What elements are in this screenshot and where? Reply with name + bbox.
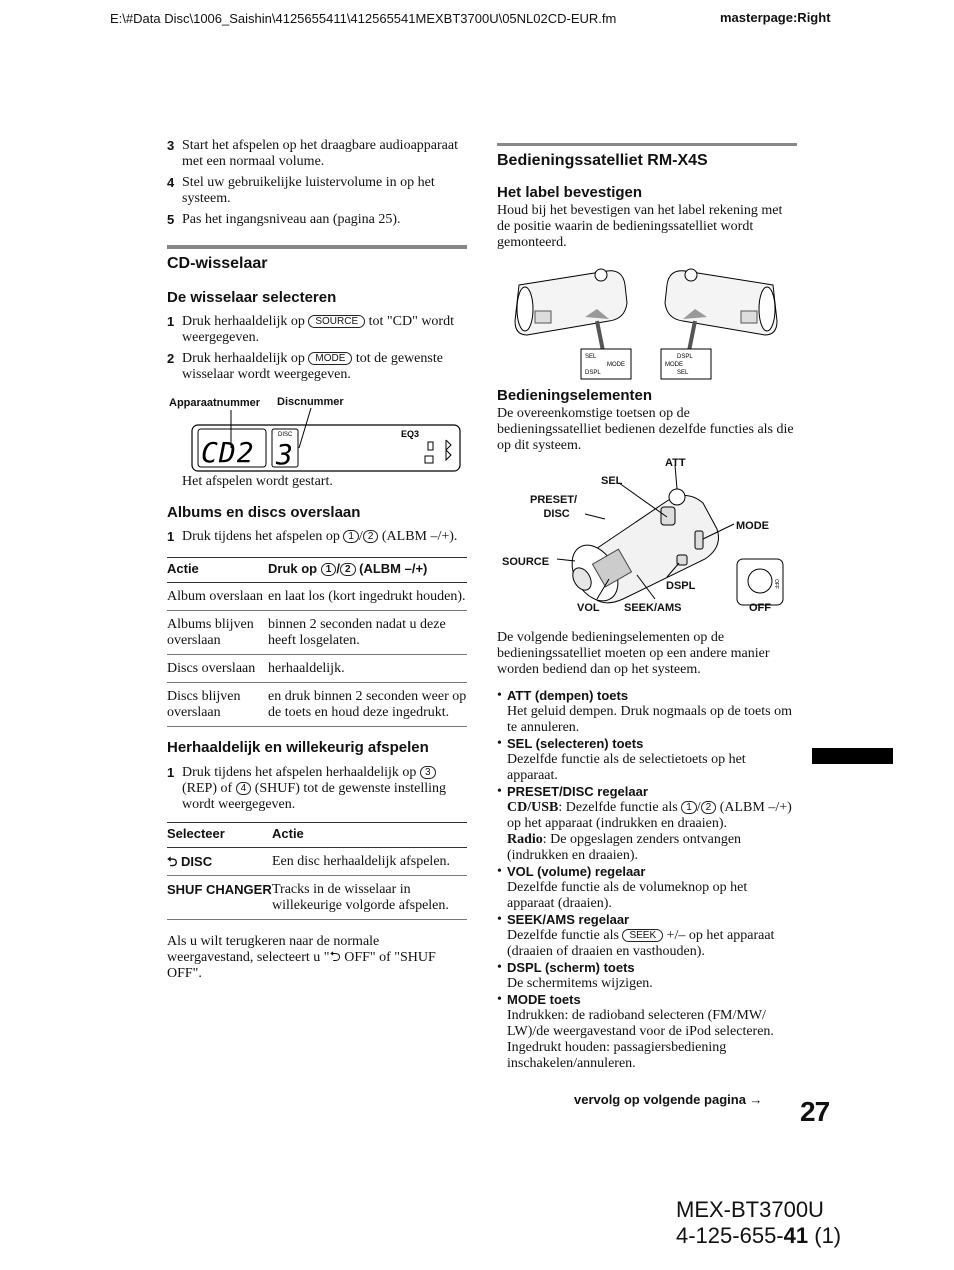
list-item: • PRESET/DISC regelaar [497,784,648,799]
seek-key: SEEK [622,929,663,942]
repeat-note: Als u wilt terugkeren naar de normale weergavestand, selecteert u "⮌ OFF" of "SHUF OFF". [167,934,436,981]
continue-note: vervolg op volgende pagina → [574,1092,763,1107]
step-4: 4 Stel uw gebruikelijke luistervolume in op het systeem. [167,175,435,206]
fig-label-mode: MODE [736,520,769,532]
subtitle-skip: Albums en discs overslaan [167,504,361,521]
remote-controls-illustration [497,459,797,621]
section-title-remote: Bedieningssatelliet RM-X4S [497,152,708,169]
source-key: SOURCE [308,315,365,328]
key-1: 1 [343,530,359,543]
right-column [497,138,797,1072]
fig-label-seek-ams: SEEK/AMS [624,602,682,614]
svg-text:MODE: MODE [665,362,683,368]
fig-label-sel: SEL [601,475,623,487]
left-column [167,138,467,982]
table-header: Actie Druk op 1 / 2 (ALBM –/+) [167,558,467,583]
repeat-step-1: 1 Druk tijdens het afspelen herhaaldelijk op 3 (REP) of 4 (SHUF) tot de gewenste instelling wordt weergegeven. [167,765,447,812]
header-masterpage: masterpage:Right [720,10,831,25]
label-text: Houd bij het bevestigen van het label rekening met de positie waarin de bedieningssatelliet wordt gemonteerd. [497,203,783,250]
controls-text-2: De volgende bedieningselementen op de bedieningssatelliet moeten op een andere manier worden bediend dan op het systeem. [497,630,770,677]
off-small-label: OFF [773,579,779,589]
label-device-number: Apparaatnummer [169,397,261,409]
fig-label-off: OFF [749,602,771,614]
svg-text:DSPL: DSPL [585,370,601,376]
fig-label-vol: VOL [577,602,600,614]
section-rule [497,143,797,146]
fig-label-att: ATT [665,457,686,469]
page-number: 27 [800,1096,830,1127]
list-item: • SEEK/AMS regelaar [497,912,630,927]
lcd-device-text: CD2 [201,436,255,469]
header-file-path: E:\#Data Disc\1006_Saishin\4125655411\412565541MEXBT3700U\05NL02CD-EUR.fm [110,11,617,26]
eq-indicator: EQ3 [401,429,420,439]
list-item: • MODE toets [497,992,581,1007]
table-header: Selecteer Actie [167,823,467,848]
skip-table [167,557,467,727]
select-step-2: 2 Druk herhaaldelijk op MODE tot de gewenste wisselaar wordt weergegeven. [167,351,443,382]
display-figure [167,394,467,472]
mode-key: MODE [308,352,352,365]
svg-text:SEL: SEL [677,370,689,376]
label-disc-number: Discnummer [277,396,344,408]
label-figure [497,263,797,376]
section-rule [167,245,467,249]
list-item: • ATT (dempen) toets [497,688,629,703]
svg-text:MODE: MODE [607,362,625,368]
key-4: 4 [236,782,252,795]
controls-figure [497,459,797,621]
subtitle-select: De wisselaar selecteren [167,289,337,306]
fig-label-source: SOURCE [502,556,550,568]
step-3: 3 Start het afspelen op het draagbare audioapparaat met een normaal volume. [167,138,458,169]
subtitle-repeat: Herhaaldelijk en willekeurig afspelen [167,739,429,756]
table-row: SHUF CHANGER Tracks in de wisselaar in willekeurige volgorde afspelen. [167,876,467,920]
step-5: 5 Pas het ingangsniveau aan (pagina 25). [167,212,401,227]
bluetooth-icon [446,440,451,460]
remote-right-illustration [661,269,777,379]
fig-label-preset-disc: PRESET/ DISC [530,494,578,520]
thumb-tab-marker [812,748,893,764]
select-step-1: 1 Druk herhaaldelijk op SOURCE tot "CD" wordt weergegeven. [167,314,454,345]
list-item: • VOL (volume) regelaar [497,864,646,879]
table-row: Discs overslaan herhaaldelijk. [167,655,467,683]
svg-text:DSPL: DSPL [677,354,693,360]
svg-text:SEL: SEL [585,354,597,360]
lcd-disc-text: 3 [276,438,293,471]
section-title-cd: CD-wisselaar [167,255,268,272]
phone-icon [428,442,433,450]
controls-text: De overeenkomstige toetsen op de bedieningssatelliet bedienen dezelfde functies als die op dit systeem. [497,406,794,453]
disc-indicator: DISC [278,432,293,438]
table-row: Albums blijven overslaan binnen 2 seconden nadat u deze heeft losgelaten. [167,611,467,655]
repeat-table [167,822,467,920]
subtitle-label: Het label bevestigen [497,184,643,201]
control-list: • ATT (dempen) toets Het geluid dempen. Druk nogmaals op de toets om te annuleren. • SEL (selecteren) toets Dezelfde functie als de selectietoets op het apparaat. • PRESET/DISC regelaar CD/USB: Dezelfde functie als 1 / 2 (ALBM –/+) op het apparaat (indrukken en draaien). Radio: De opgeslagen zenders ontvangen (indrukken en draaien). • VOL (volume) regelaar Dezelfde functie als de volumeknop op het apparaat (draaien). • SEEK/AMS regelaar Dezelfde functie als SEEK +/– op het apparaat (draaien of draaien en vasthouden). • DSPL (scherm) toets De schermitems wijzigen. • MODE toets Indrukken: de radioband selecteren (FM/MW/ LW)/de weergavestand voor de iPod selecteren. Ingedrukt houden: passagiersbediening inschakelen/annuleren. [497,688,797,1072]
repeat-icon: ⮌ [329,950,341,965]
list-item: • DSPL (scherm) toets [497,960,635,975]
repeat-icon: ⮌ [167,854,178,869]
remote-left-illustration [515,269,631,379]
fig-label-dspl: DSPL [666,580,696,592]
table-row: Discs blijven overslaan en druk binnen 2 seconden weer op de toets en houd deze ingedrukt. [167,683,467,727]
skip-step-1: 1 Druk tijdens het afspelen op 1 / 2 (ALBM –/+). [167,529,458,544]
table-row: Album overslaan en laat los (kort ingedrukt houden). [167,583,467,611]
model-number: MEX-BT3700U 4-125-655-41 (1) [676,1197,842,1248]
table-row: ⮌ DISC Een disc herhaaldelijk afspelen. [167,848,467,876]
subtitle-controls: Bedieningselementen [497,387,653,404]
key-2: 2 [363,530,379,543]
music-icon [425,456,433,463]
key-3: 3 [420,766,436,779]
display-caption: Het afspelen wordt gestart. [182,474,333,489]
lcd-display-illustration [191,404,461,472]
list-item: • SEL (selecteren) toets [497,736,644,751]
